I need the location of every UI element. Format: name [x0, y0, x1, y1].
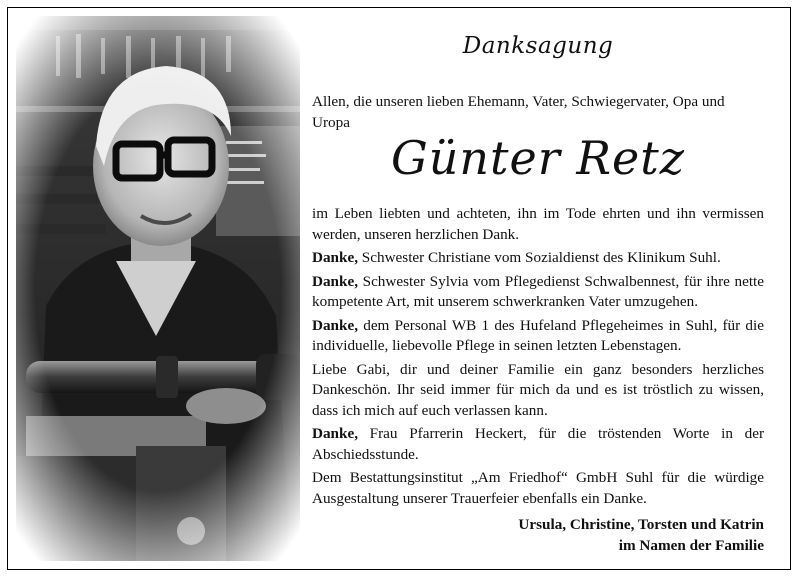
paragraph: Dem Bestattungsinstitut „Am Friedhof“ GmbH Suhl für die würdige Ausgestaltung unserer Trauerfeier ebenfalls ein Danke. — [312, 469, 764, 507]
paragraph: im Leben liebten und achteten, ihn im Tode ehrten und ihn vermissen werden, unseren herzlichen Dank. — [312, 205, 764, 243]
heading-danksagung: Danksagung — [462, 33, 614, 59]
paragraph: Danke, dem Personal WB 1 des Hufeland Pflegeheimes in Suhl, für die individuelle, liebevolle Pflege in seinen letzten Lebenstagen. — [312, 316, 764, 354]
signature-names: Ursula, Christine, Torsten und Katrin — [518, 516, 764, 533]
text-column — [312, 8, 764, 569]
deceased-name: Günter Retz — [391, 131, 685, 185]
thanks-body — [312, 204, 764, 512]
paragraph: Danke, Schwester Christiane vom Sozialdienst des Klinikum Suhl. — [312, 249, 721, 266]
intro-text: Allen, die unseren lieben Ehemann, Vater, Schwiegervater, Opa und Uropa — [312, 93, 725, 131]
obituary-card — [7, 7, 791, 570]
signature-subtitle: im Namen der Familie — [618, 536, 764, 554]
portrait-photo — [16, 16, 300, 561]
signature-block — [518, 515, 764, 556]
paragraph: Danke, Frau Pfarrerin Heckert, für die tröstenden Worte in der Abschiedsstunde. — [312, 425, 764, 463]
paragraph: Liebe Gabi, dir und deiner Familie ein ganz besonders herzliches Dankeschön. Ihr seid immer für mich da und es ist tröstlich zu wissen, dass ich mich auf euch verlassen kann. — [312, 360, 764, 419]
paragraph: Danke, Schwester Sylvia vom Pflegedienst Schwalbennest, für ihre nette kompetente Art, mit unserem schwerkranken Vater umzugehen. — [312, 272, 764, 310]
